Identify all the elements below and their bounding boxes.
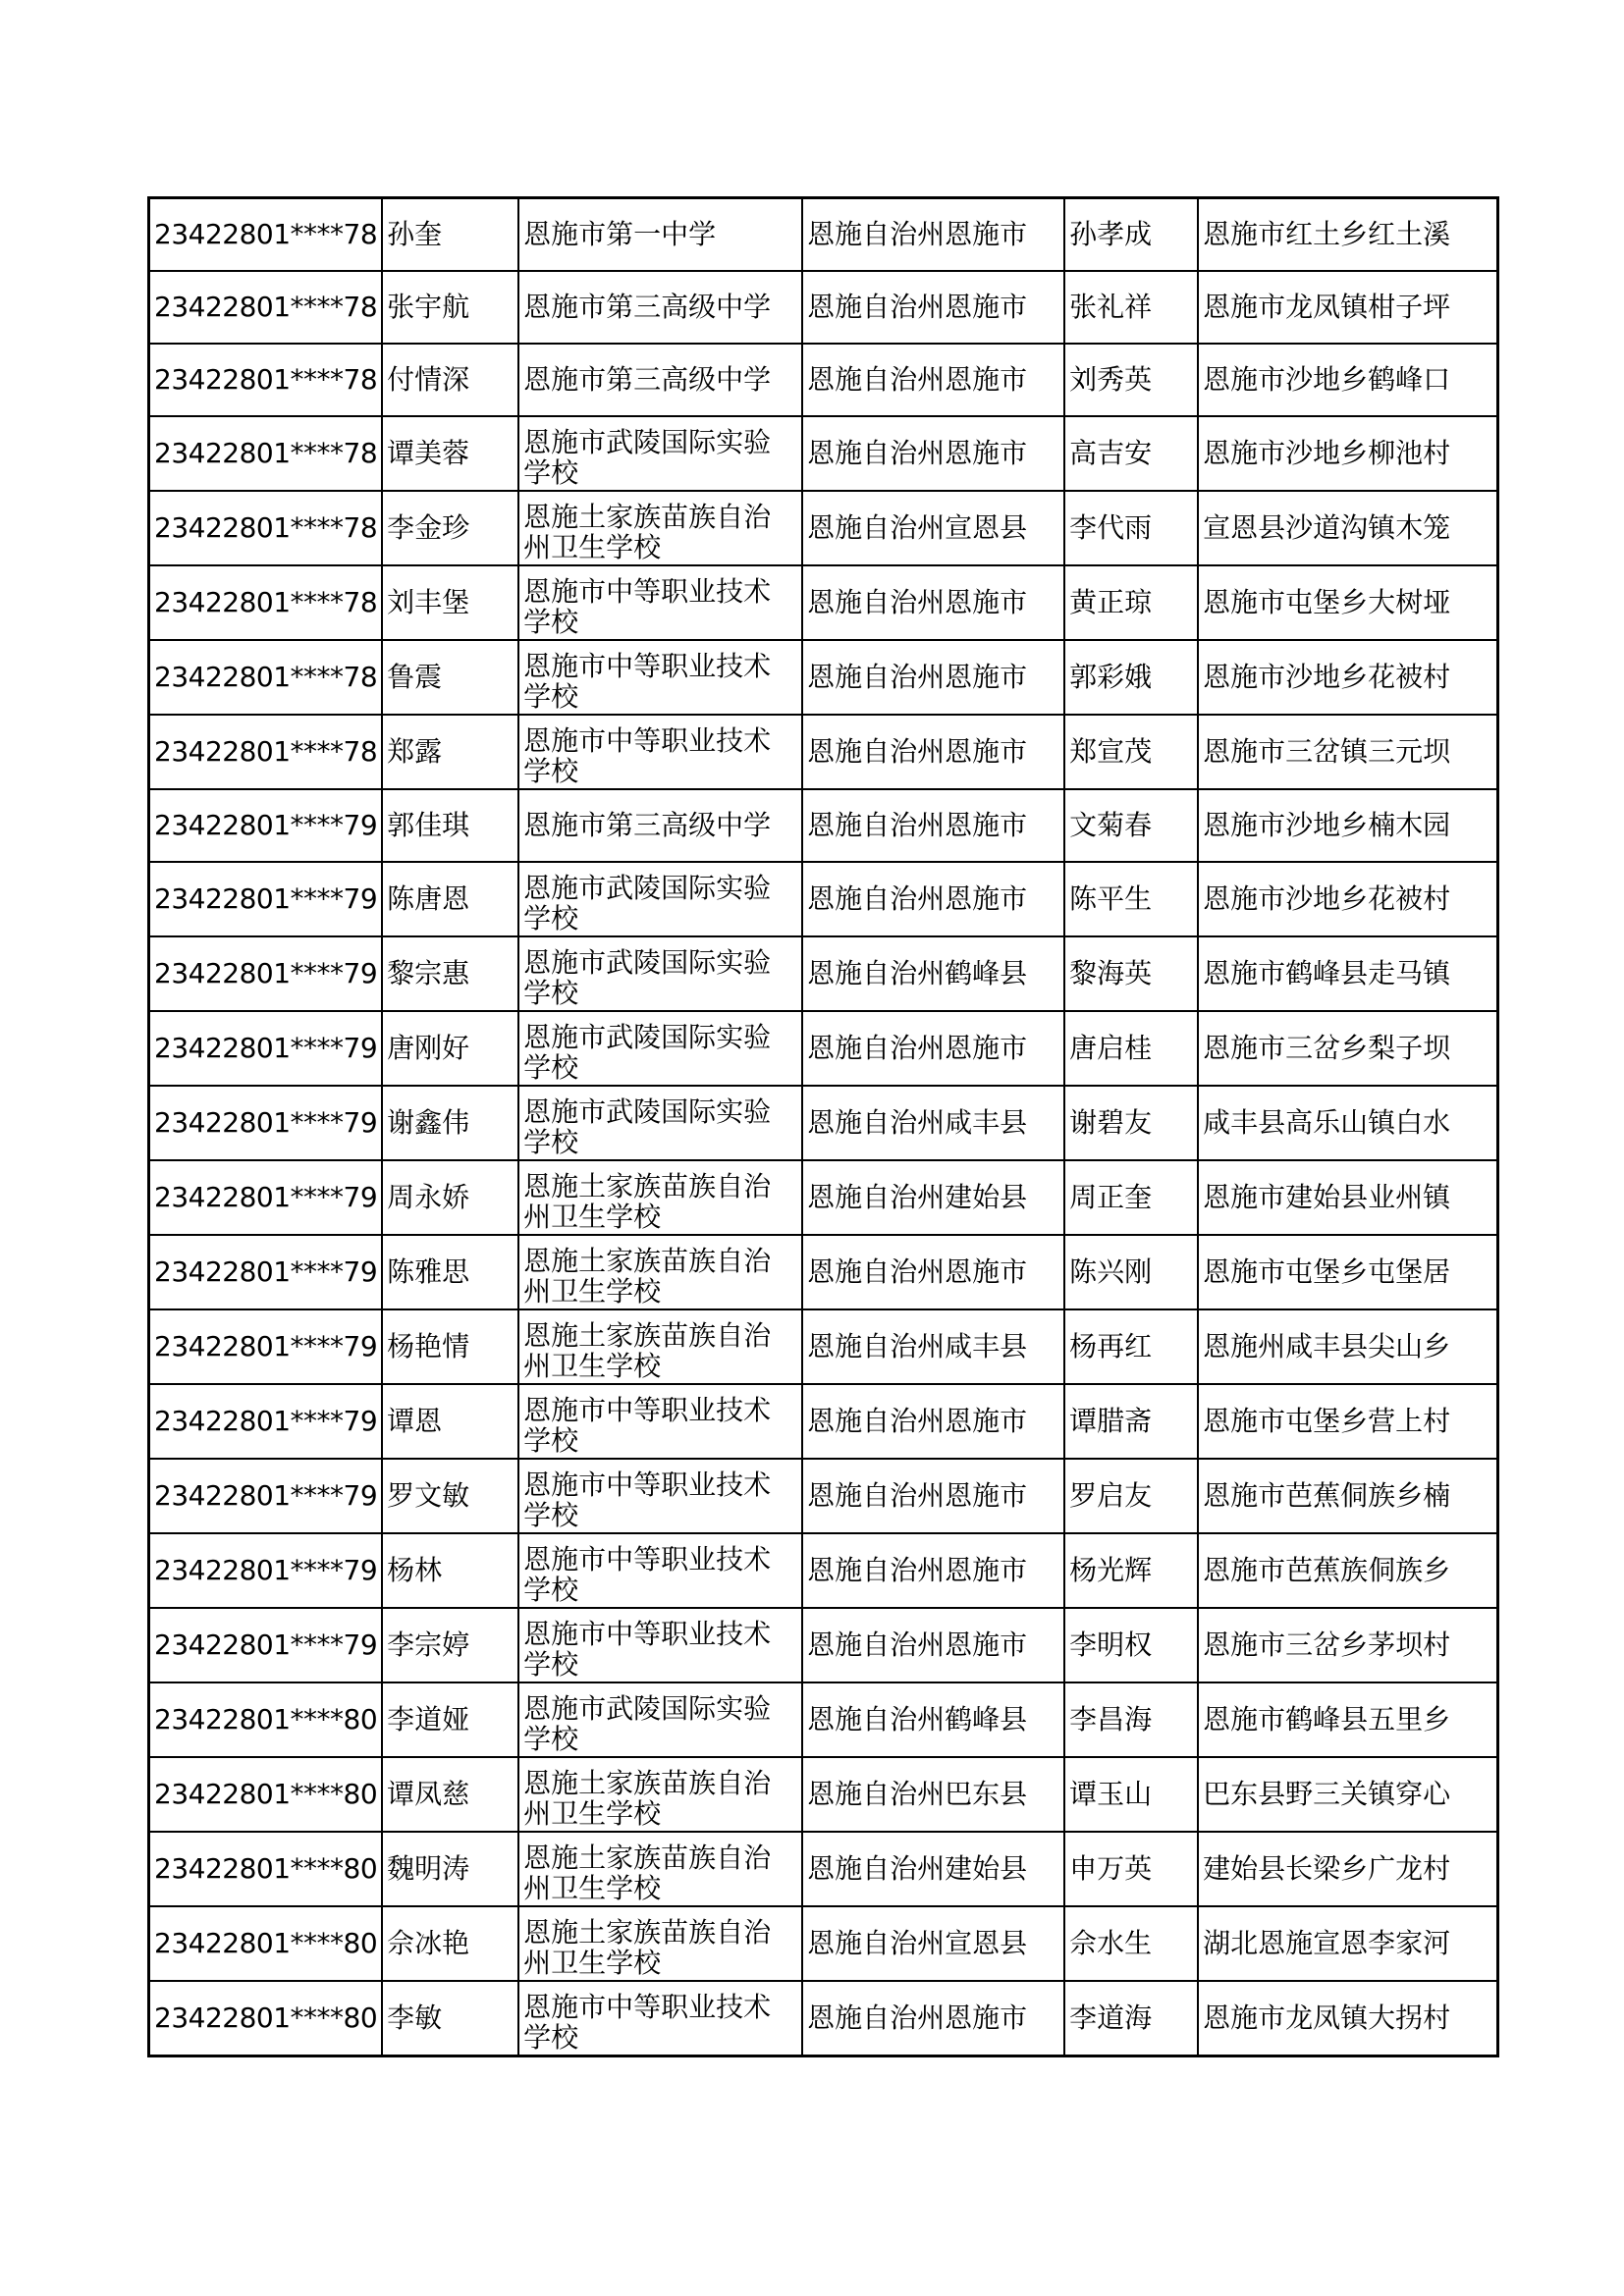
student-id-cell: 23422801****80 — [149, 1981, 383, 2056]
address-cell: 恩施市沙地乡鹤峰口 — [1198, 344, 1497, 416]
address-cell: 恩施市屯堡乡大树垭 — [1198, 565, 1497, 640]
student-name-cell: 李敏 — [382, 1981, 518, 2056]
guardian-name-cell: 刘秀英 — [1064, 344, 1198, 416]
region-cell: 恩施自治州宣恩县 — [802, 1906, 1064, 1981]
student-id-cell: 23422801****79 — [149, 1608, 383, 1682]
student-name-cell: 陈唐恩 — [382, 862, 518, 936]
region-cell: 恩施自治州鹤峰县 — [802, 1682, 1064, 1757]
school-cell: 恩施市武陵国际实验学校 — [518, 416, 802, 491]
student-name-cell: 付情深 — [382, 344, 518, 416]
table-row — [149, 344, 1498, 416]
address-cell: 恩施市沙地乡楠木园 — [1198, 789, 1497, 862]
table-row — [149, 1981, 1498, 2056]
region-cell: 恩施自治州恩施市 — [802, 715, 1064, 789]
table-row — [149, 271, 1498, 344]
table-row — [149, 1608, 1498, 1682]
guardian-name-cell: 谢碧友 — [1064, 1086, 1198, 1160]
address-cell: 恩施市沙地乡柳池村 — [1198, 416, 1497, 491]
table-row — [149, 1906, 1498, 1981]
student-name-cell: 黎宗惠 — [382, 936, 518, 1011]
address-cell: 恩施市沙地乡花被村 — [1198, 640, 1497, 715]
student-name-cell: 郭佳琪 — [382, 789, 518, 862]
school-cell: 恩施土家族苗族自治州卫生学校 — [518, 491, 802, 565]
address-cell: 恩施市屯堡乡屯堡居 — [1198, 1235, 1497, 1309]
guardian-name-cell: 李昌海 — [1064, 1682, 1198, 1757]
guardian-name-cell: 佘水生 — [1064, 1906, 1198, 1981]
address-cell: 巴东县野三关镇穿心 — [1198, 1757, 1497, 1832]
region-cell: 恩施自治州鹤峰县 — [802, 936, 1064, 1011]
student-id-cell: 23422801****78 — [149, 416, 383, 491]
school-cell: 恩施市中等职业技术学校 — [518, 565, 802, 640]
student-name-cell: 鲁震 — [382, 640, 518, 715]
table-row — [149, 1533, 1498, 1608]
student-name-cell: 谢鑫伟 — [382, 1086, 518, 1160]
student-id-cell: 23422801****79 — [149, 1533, 383, 1608]
school-cell: 恩施土家族苗族自治州卫生学校 — [518, 1832, 802, 1906]
student-name-cell: 杨艳情 — [382, 1309, 518, 1384]
student-id-cell: 23422801****79 — [149, 789, 383, 862]
student-name-cell: 谭美蓉 — [382, 416, 518, 491]
student-name-cell: 佘冰艳 — [382, 1906, 518, 1981]
school-cell: 恩施市武陵国际实验学校 — [518, 1011, 802, 1086]
address-cell: 恩施市鹤峰县走马镇 — [1198, 936, 1497, 1011]
table-row — [149, 1309, 1498, 1384]
guardian-name-cell: 周正奎 — [1064, 1160, 1198, 1235]
table-row — [149, 198, 1498, 272]
table-row — [149, 936, 1498, 1011]
school-cell: 恩施市中等职业技术学校 — [518, 1533, 802, 1608]
student-id-cell: 23422801****78 — [149, 640, 383, 715]
guardian-name-cell: 李代雨 — [1064, 491, 1198, 565]
student-name-cell: 陈雅思 — [382, 1235, 518, 1309]
student-id-cell: 23422801****78 — [149, 198, 383, 272]
student-name-cell: 刘丰堡 — [382, 565, 518, 640]
address-cell: 恩施市龙凤镇柑子坪 — [1198, 271, 1497, 344]
school-cell: 恩施市第三高级中学 — [518, 789, 802, 862]
school-cell: 恩施市武陵国际实验学校 — [518, 1682, 802, 1757]
region-cell: 恩施自治州恩施市 — [802, 1608, 1064, 1682]
guardian-name-cell: 陈兴刚 — [1064, 1235, 1198, 1309]
student-id-cell: 23422801****80 — [149, 1832, 383, 1906]
table-row — [149, 1011, 1498, 1086]
student-id-cell: 23422801****79 — [149, 1235, 383, 1309]
region-cell: 恩施自治州恩施市 — [802, 862, 1064, 936]
region-cell: 恩施自治州建始县 — [802, 1832, 1064, 1906]
guardian-name-cell: 张礼祥 — [1064, 271, 1198, 344]
school-cell: 恩施市中等职业技术学校 — [518, 640, 802, 715]
region-cell: 恩施自治州恩施市 — [802, 789, 1064, 862]
region-cell: 恩施自治州恩施市 — [802, 1011, 1064, 1086]
student-name-cell: 杨林 — [382, 1533, 518, 1608]
address-cell: 恩施市芭蕉族侗族乡 — [1198, 1533, 1497, 1608]
school-cell: 恩施土家族苗族自治州卫生学校 — [518, 1235, 802, 1309]
table-row — [149, 1757, 1498, 1832]
address-cell: 恩施市三岔乡梨子坝 — [1198, 1011, 1497, 1086]
region-cell: 恩施自治州恩施市 — [802, 198, 1064, 272]
student-id-cell: 23422801****78 — [149, 565, 383, 640]
address-cell: 恩施市屯堡乡营上村 — [1198, 1384, 1497, 1459]
student-name-cell: 谭凤慈 — [382, 1757, 518, 1832]
guardian-name-cell: 郑宣茂 — [1064, 715, 1198, 789]
region-cell: 恩施自治州恩施市 — [802, 1384, 1064, 1459]
student-id-cell: 23422801****80 — [149, 1906, 383, 1981]
guardian-name-cell: 唐启桂 — [1064, 1011, 1198, 1086]
roster-table — [147, 196, 1499, 2057]
student-name-cell: 谭恩 — [382, 1384, 518, 1459]
address-cell: 恩施州咸丰县尖山乡 — [1198, 1309, 1497, 1384]
guardian-name-cell: 杨光辉 — [1064, 1533, 1198, 1608]
table-row — [149, 862, 1498, 936]
student-name-cell: 张宇航 — [382, 271, 518, 344]
guardian-name-cell: 谭腊斋 — [1064, 1384, 1198, 1459]
school-cell: 恩施土家族苗族自治州卫生学校 — [518, 1757, 802, 1832]
school-cell: 恩施市中等职业技术学校 — [518, 715, 802, 789]
student-id-cell: 23422801****79 — [149, 1011, 383, 1086]
school-cell: 恩施市武陵国际实验学校 — [518, 1086, 802, 1160]
school-cell: 恩施市第三高级中学 — [518, 271, 802, 344]
region-cell: 恩施自治州巴东县 — [802, 1757, 1064, 1832]
student-name-cell: 周永娇 — [382, 1160, 518, 1235]
region-cell: 恩施自治州建始县 — [802, 1160, 1064, 1235]
address-cell: 恩施市芭蕉侗族乡楠 — [1198, 1459, 1497, 1533]
table-row — [149, 1235, 1498, 1309]
student-id-cell: 23422801****79 — [149, 1384, 383, 1459]
school-cell: 恩施土家族苗族自治州卫生学校 — [518, 1309, 802, 1384]
table-row — [149, 1160, 1498, 1235]
student-name-cell: 罗文敏 — [382, 1459, 518, 1533]
student-id-cell: 23422801****78 — [149, 715, 383, 789]
school-cell: 恩施市第一中学 — [518, 198, 802, 272]
school-cell: 恩施市中等职业技术学校 — [518, 1459, 802, 1533]
table-row — [149, 789, 1498, 862]
address-cell: 咸丰县高乐山镇白水 — [1198, 1086, 1497, 1160]
student-id-cell: 23422801****79 — [149, 1459, 383, 1533]
student-name-cell: 郑露 — [382, 715, 518, 789]
student-name-cell: 孙奎 — [382, 198, 518, 272]
table-row — [149, 1682, 1498, 1757]
student-name-cell: 唐刚好 — [382, 1011, 518, 1086]
region-cell: 恩施自治州恩施市 — [802, 565, 1064, 640]
region-cell: 恩施自治州咸丰县 — [802, 1309, 1064, 1384]
table-row — [149, 565, 1498, 640]
guardian-name-cell: 黎海英 — [1064, 936, 1198, 1011]
guardian-name-cell: 孙孝成 — [1064, 198, 1198, 272]
address-cell: 恩施市龙凤镇大拐村 — [1198, 1981, 1497, 2056]
address-cell: 湖北恩施宣恩李家河 — [1198, 1906, 1497, 1981]
student-id-cell: 23422801****78 — [149, 344, 383, 416]
guardian-name-cell: 黄正琼 — [1064, 565, 1198, 640]
school-cell: 恩施土家族苗族自治州卫生学校 — [518, 1160, 802, 1235]
guardian-name-cell: 高吉安 — [1064, 416, 1198, 491]
region-cell: 恩施自治州恩施市 — [802, 344, 1064, 416]
guardian-name-cell: 李明权 — [1064, 1608, 1198, 1682]
table-row — [149, 1384, 1498, 1459]
table-row — [149, 1086, 1498, 1160]
table-row — [149, 640, 1498, 715]
region-cell: 恩施自治州恩施市 — [802, 271, 1064, 344]
table-row — [149, 416, 1498, 491]
address-cell: 宣恩县沙道沟镇木笼 — [1198, 491, 1497, 565]
address-cell: 恩施市鹤峰县五里乡 — [1198, 1682, 1497, 1757]
student-id-cell: 23422801****80 — [149, 1682, 383, 1757]
table-row — [149, 1459, 1498, 1533]
address-cell: 恩施市红土乡红土溪 — [1198, 198, 1497, 272]
address-cell: 建始县长梁乡广龙村 — [1198, 1832, 1497, 1906]
region-cell: 恩施自治州恩施市 — [802, 1459, 1064, 1533]
school-cell: 恩施市第三高级中学 — [518, 344, 802, 416]
guardian-name-cell: 罗启友 — [1064, 1459, 1198, 1533]
address-cell: 恩施市建始县业州镇 — [1198, 1160, 1497, 1235]
address-cell: 恩施市三岔镇三元坝 — [1198, 715, 1497, 789]
guardian-name-cell: 申万英 — [1064, 1832, 1198, 1906]
address-cell: 恩施市沙地乡花被村 — [1198, 862, 1497, 936]
region-cell: 恩施自治州咸丰县 — [802, 1086, 1064, 1160]
student-name-cell: 李金珍 — [382, 491, 518, 565]
student-id-cell: 23422801****79 — [149, 1309, 383, 1384]
student-name-cell: 李道娅 — [382, 1682, 518, 1757]
roster-table-body — [149, 198, 1498, 2056]
student-id-cell: 23422801****79 — [149, 862, 383, 936]
student-id-cell: 23422801****79 — [149, 1086, 383, 1160]
school-cell: 恩施市中等职业技术学校 — [518, 1981, 802, 2056]
guardian-name-cell: 杨再红 — [1064, 1309, 1198, 1384]
region-cell: 恩施自治州恩施市 — [802, 1981, 1064, 2056]
table-row — [149, 491, 1498, 565]
guardian-name-cell: 谭玉山 — [1064, 1757, 1198, 1832]
school-cell: 恩施市中等职业技术学校 — [518, 1384, 802, 1459]
guardian-name-cell: 李道海 — [1064, 1981, 1198, 2056]
student-name-cell: 魏明涛 — [382, 1832, 518, 1906]
region-cell: 恩施自治州宣恩县 — [802, 491, 1064, 565]
region-cell: 恩施自治州恩施市 — [802, 416, 1064, 491]
guardian-name-cell: 文菊春 — [1064, 789, 1198, 862]
school-cell: 恩施市中等职业技术学校 — [518, 1608, 802, 1682]
student-id-cell: 23422801****78 — [149, 271, 383, 344]
student-id-cell: 23422801****78 — [149, 491, 383, 565]
region-cell: 恩施自治州恩施市 — [802, 1235, 1064, 1309]
school-cell: 恩施土家族苗族自治州卫生学校 — [518, 1906, 802, 1981]
table-row — [149, 1832, 1498, 1906]
student-id-cell: 23422801****79 — [149, 1160, 383, 1235]
table-row — [149, 715, 1498, 789]
guardian-name-cell: 陈平生 — [1064, 862, 1198, 936]
student-name-cell: 李宗婷 — [382, 1608, 518, 1682]
roster-table-wrapper — [147, 196, 1499, 2057]
student-id-cell: 23422801****80 — [149, 1757, 383, 1832]
student-id-cell: 23422801****79 — [149, 936, 383, 1011]
guardian-name-cell: 郭彩娥 — [1064, 640, 1198, 715]
address-cell: 恩施市三岔乡茅坝村 — [1198, 1608, 1497, 1682]
school-cell: 恩施市武陵国际实验学校 — [518, 936, 802, 1011]
region-cell: 恩施自治州恩施市 — [802, 1533, 1064, 1608]
school-cell: 恩施市武陵国际实验学校 — [518, 862, 802, 936]
region-cell: 恩施自治州恩施市 — [802, 640, 1064, 715]
